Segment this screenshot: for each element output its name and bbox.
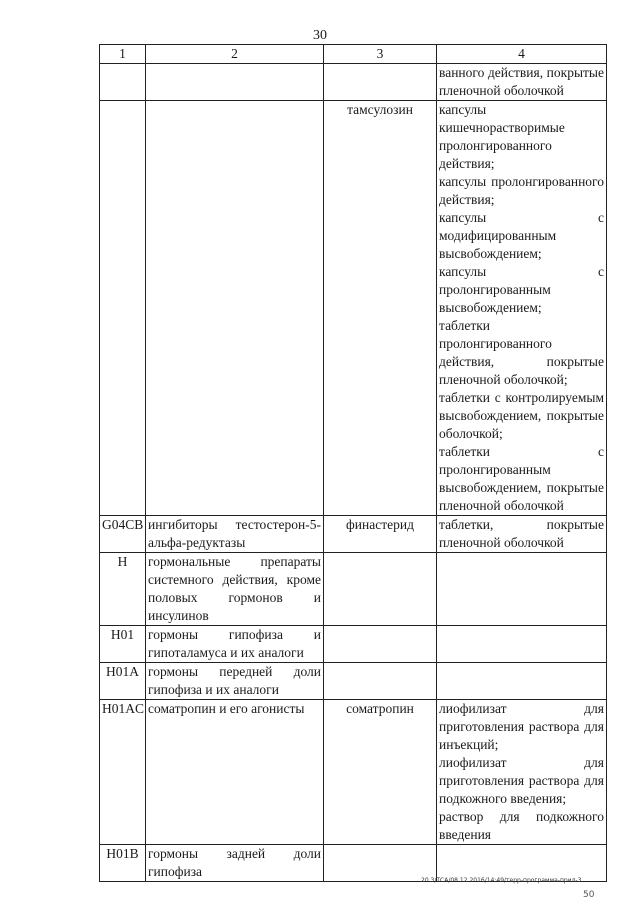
atc-code-cell: H <box>100 553 146 626</box>
table-header-row <box>100 45 607 64</box>
dosage-forms-cell <box>437 516 607 553</box>
drug-name-cell <box>324 64 437 101</box>
table-row <box>100 700 607 845</box>
group-name-cell: ингибиторы тестостерон-5-альфа-редуктазы <box>146 516 324 553</box>
dosage-form: таблетки с контролируемым высвобождением, покрытые оболочкой; <box>439 390 604 441</box>
drug-name-cell <box>324 626 437 663</box>
dosage-forms-cell <box>437 845 607 882</box>
table-row <box>100 663 607 700</box>
dosage-form: ванного действия, покрытые пленочной оболочкой <box>439 65 604 98</box>
dosage-forms-cell <box>437 663 607 700</box>
dosage-forms-cell <box>437 700 607 845</box>
table-row <box>100 516 607 553</box>
table-row <box>100 101 607 516</box>
group-name-cell <box>146 101 324 516</box>
table-body <box>100 64 607 882</box>
dosage-forms-cell <box>437 101 607 516</box>
table-row <box>100 626 607 663</box>
group-name-cell: гормоны передней доли гипофиза и их аналоги <box>146 663 324 700</box>
dosage-form: таблетки, покрытые пленочной оболочкой <box>439 517 604 550</box>
dosage-form: лиофилизат для приготовления раствора для инъекций; <box>439 701 604 752</box>
group-name-cell: гормональные препараты системного действия, кроме половых гормонов и инсулинов <box>146 553 324 626</box>
medication-table <box>99 44 607 882</box>
page-number: 30 <box>313 28 327 43</box>
column-header-2: 2 <box>146 45 324 64</box>
atc-code-cell <box>100 64 146 101</box>
drug-name-cell <box>324 553 437 626</box>
drug-name-cell: соматропин <box>324 700 437 845</box>
drug-name-cell <box>324 845 437 882</box>
group-name-cell <box>146 64 324 101</box>
dosage-form: раствор для подкожного введения <box>439 809 604 842</box>
group-name-cell: гормоны гипофиза и гипоталамуса и их аналоги <box>146 626 324 663</box>
dosage-forms-cell <box>437 626 607 663</box>
dosage-forms-cell <box>437 64 607 101</box>
atc-code-cell: H01AC <box>100 700 146 845</box>
drug-name-cell: тамсулозин <box>324 101 437 516</box>
table-row <box>100 553 607 626</box>
table-row <box>100 64 607 101</box>
dosage-form: капсулы с модифицированным высвобождением; <box>439 210 604 261</box>
drug-name-cell: финастерид <box>324 516 437 553</box>
dosage-forms-cell <box>437 553 607 626</box>
drug-name-cell <box>324 663 437 700</box>
dosage-form: капсулы с пролонгированным высвобождением; <box>439 264 604 315</box>
dosage-form: капсулы пролонгированного действия; <box>439 174 604 207</box>
corner-mark: 50 <box>583 890 595 900</box>
dosage-form: капсулы кишечнорастворимые пролонгированного действия; <box>439 102 565 171</box>
document-footer: 20.3/ТСА/08.12.2016/14:49/терр-программа-прил-3 <box>421 877 582 884</box>
table-row <box>100 845 607 882</box>
column-header-3: 3 <box>324 45 437 64</box>
atc-code-cell: H01B <box>100 845 146 882</box>
atc-code-cell: H01 <box>100 626 146 663</box>
column-header-4: 4 <box>437 45 607 64</box>
dosage-form: лиофилизат для приготовления раствора для подкожного введения; <box>439 755 604 806</box>
atc-code-cell <box>100 101 146 516</box>
group-name-cell: соматропин и его агонисты <box>146 700 324 845</box>
column-header-1: 1 <box>100 45 146 64</box>
atc-code-cell: G04CB <box>100 516 146 553</box>
dosage-form: таблетки пролонгированного действия, покрытые пленочной оболочкой; <box>439 318 604 387</box>
dosage-form: таблетки с пролонгированным высвобождением, покрытые пленочной оболочкой <box>439 444 604 513</box>
group-name-cell: гормоны задней доли гипофиза <box>146 845 324 882</box>
atc-code-cell: H01A <box>100 663 146 700</box>
